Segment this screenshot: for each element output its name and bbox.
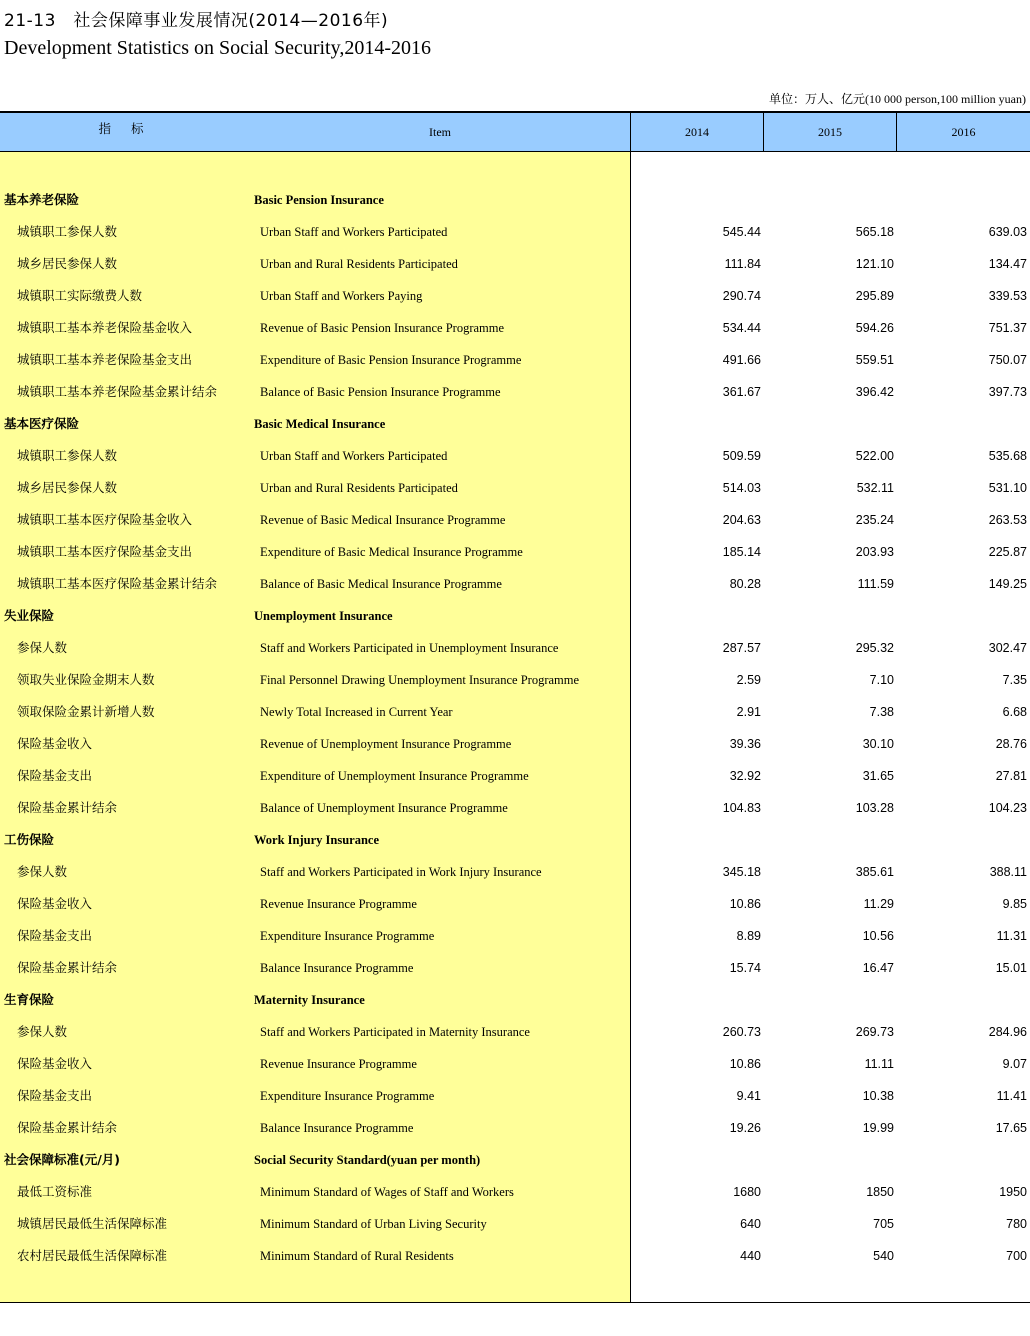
value-2015: 295.89 [855,289,894,303]
value-2015: 235.24 [855,513,894,527]
value-2014: 15.74 [729,961,761,975]
value-2016: 388.11 [989,865,1027,879]
row-label-en: Staff and Workers Participated in Unemployment Insurance [260,641,559,655]
section-row [0,984,1030,1016]
row-label-en: Expenditure of Unemployment Insurance Programme [260,769,529,783]
table-row [0,536,1030,568]
value-2016: 9.85 [1002,897,1027,911]
value-2015: 1850 [866,1185,894,1199]
value-2014: 104.83 [722,801,761,815]
value-2015: 30.10 [862,737,894,751]
row-label-cn: 参保人数 [17,1024,68,1039]
table-title-english: Development Statistics on Social Security,2014-2016 [4,37,431,59]
value-2016: 302.47 [988,641,1027,655]
value-2015: 10.56 [862,929,894,943]
table-row [0,1208,1030,1240]
value-2014: 185.14 [722,545,761,559]
row-label-cn: 保险基金收入 [17,736,93,751]
value-2015: 705 [873,1217,894,1231]
row-label-cn: 城乡居民参保人数 [17,256,118,271]
value-2014: 345.18 [722,865,761,879]
row-label-cn: 领取保险金累计新增人数 [17,704,155,719]
row-label-en: Balance of Basic Pension Insurance Programme [260,385,501,399]
value-2015: 540 [873,1249,894,1263]
table-row [0,344,1030,376]
table-row [0,696,1030,728]
value-2016: 531.10 [988,481,1027,495]
value-2015: 121.10 [855,257,894,271]
table-row [0,312,1030,344]
table-row [0,1016,1030,1048]
row-label-cn: 基本医疗保险 [4,416,80,431]
value-2016: 780 [1006,1217,1027,1231]
row-label-cn: 保险基金支出 [17,928,93,943]
value-2016: 225.87 [988,545,1027,559]
row-label-en: Revenue Insurance Programme [260,897,417,911]
row-label-en: Revenue of Unemployment Insurance Programme [260,737,512,751]
table-row [0,888,1030,920]
value-2015: 565.18 [855,225,894,239]
row-label-en: Balance of Unemployment Insurance Programme [260,801,508,815]
value-2015: 11.11 [864,1057,894,1071]
row-label-cn: 保险基金支出 [17,1088,93,1103]
row-label-en: Basic Pension Insurance [254,193,384,207]
row-label-cn: 保险基金累计结余 [17,800,118,815]
row-label-cn: 保险基金累计结余 [17,960,118,975]
row-label-cn: 农村居民最低生活保障标准 [17,1248,168,1263]
unit-note: 单位：万人、亿元(10 000 person,100 million yuan) [769,92,1026,106]
row-label-cn: 城乡居民参保人数 [17,480,118,495]
row-label-cn: 城镇职工参保人数 [17,224,118,239]
value-2015: 532.11 [856,481,894,495]
row-label-cn: 城镇职工基本养老保险基金支出 [17,352,193,367]
value-2015: 10.38 [862,1089,894,1103]
value-2015: 7.38 [869,705,894,719]
row-label-en: Maternity Insurance [254,993,365,1007]
value-2015: 203.93 [855,545,894,559]
table-row [0,1240,1030,1272]
row-label-cn: 城镇居民最低生活保障标准 [17,1216,168,1231]
value-2014: 8.89 [736,929,761,943]
value-2015: 16.47 [862,961,894,975]
value-2014: 545.44 [722,225,761,239]
table-row [0,216,1030,248]
value-2015: 11.29 [863,897,894,911]
value-2014: 1680 [733,1185,761,1199]
row-label-cn: 保险基金支出 [17,768,93,783]
row-label-en: Staff and Workers Participated in Maternity Insurance [260,1025,530,1039]
row-label-cn: 基本养老保险 [4,192,80,207]
value-2014: 534.44 [722,321,761,335]
value-2016: 639.03 [988,225,1027,239]
row-label-en: Expenditure of Basic Medical Insurance Programme [260,545,523,559]
value-2014: 10.86 [729,897,761,911]
row-label-en: Revenue of Basic Medical Insurance Programme [260,513,506,527]
value-2015: 559.51 [855,353,894,367]
row-label-cn: 城镇职工基本养老保险基金累计结余 [17,384,218,399]
value-2014: 2.59 [736,673,761,687]
table-row [0,632,1030,664]
value-2014: 111.84 [724,257,761,271]
value-2014: 19.26 [729,1121,761,1135]
section-row [0,1144,1030,1176]
row-label-en: Urban and Rural Residents Participated [260,257,458,271]
value-2015: 19.99 [862,1121,894,1135]
value-2015: 385.61 [855,865,894,879]
value-2016: 751.37 [988,321,1027,335]
row-label-en: Urban Staff and Workers Paying [260,289,423,303]
row-label-en: Expenditure Insurance Programme [260,929,435,943]
row-label-en: Minimum Standard of Urban Living Security [260,1217,487,1231]
row-label-cn: 城镇职工基本养老保险基金收入 [17,320,193,335]
value-2014: 80.28 [729,577,761,591]
value-2015: 103.28 [855,801,894,815]
row-label-en: Revenue Insurance Programme [260,1057,417,1071]
header-year-2015: 2015 [818,125,842,139]
value-2014: 361.67 [722,385,761,399]
table-row [0,728,1030,760]
value-2014: 2.91 [736,705,761,719]
table-header [0,113,1030,152]
table-row [0,1080,1030,1112]
bottom-rule [0,1302,1030,1303]
value-2014: 10.86 [729,1057,761,1071]
row-label-en: Final Personnel Drawing Unemployment Insurance Programme [260,673,580,687]
header-item-en: Item [429,125,451,139]
value-2016: 149.25 [988,577,1027,591]
value-2016: 7.35 [1002,673,1027,687]
table-title-chinese: 21-13 社会保障事业发展情况(2014—2016年) [4,11,389,31]
row-label-cn: 保险基金累计结余 [17,1120,118,1135]
table-row [0,472,1030,504]
row-label-cn: 城镇职工基本医疗保险基金支出 [17,544,193,559]
table-row [0,920,1030,952]
row-label-cn: 城镇职工实际缴费人数 [17,288,143,303]
row-label-en: Urban and Rural Residents Participated [260,481,458,495]
value-2014: 9.41 [736,1089,761,1103]
table-row [0,664,1030,696]
row-label-cn: 领取失业保险金期末人数 [17,672,155,687]
value-2014: 514.03 [722,481,761,495]
value-2016: 134.47 [988,257,1027,271]
value-2014: 260.73 [722,1025,761,1039]
row-label-cn: 失业保险 [4,608,55,623]
table-row [0,248,1030,280]
table-row [0,856,1030,888]
value-2014: 440 [740,1249,761,1263]
row-label-en: Work Injury Insurance [254,833,380,847]
row-label-cn: 社会保障标准(元/月) [4,1152,120,1167]
section-row [0,184,1030,216]
table-row [0,568,1030,600]
row-label-cn: 参保人数 [17,640,68,655]
table-row [0,1112,1030,1144]
row-label-cn: 最低工资标准 [17,1184,93,1199]
row-label-cn: 城镇职工基本医疗保险基金累计结余 [17,576,218,591]
row-label-en: Balance Insurance Programme [260,961,414,975]
table-row [0,504,1030,536]
row-label-cn: 工伤保险 [4,832,55,847]
table-row [0,1176,1030,1208]
value-2016: 263.53 [988,513,1027,527]
value-2016: 6.68 [1002,705,1027,719]
header-year-2014: 2014 [685,125,709,139]
table-row [0,1048,1030,1080]
value-2014: 509.59 [722,449,761,463]
row-label-en: Staff and Workers Participated in Work Injury Insurance [260,865,542,879]
value-2016: 397.73 [988,385,1027,399]
row-label-cn: 保险基金收入 [17,1056,93,1071]
row-label-en: Balance Insurance Programme [260,1121,414,1135]
table-row [0,792,1030,824]
table-row [0,440,1030,472]
value-2015: 295.32 [855,641,894,655]
section-row [0,824,1030,856]
value-2016: 284.96 [988,1025,1027,1039]
value-2014: 204.63 [722,513,761,527]
row-label-cn: 参保人数 [17,864,68,879]
value-2016: 11.31 [996,929,1027,943]
header-indicator-cn: 指 标 [98,121,152,136]
row-label-cn: 城镇职工基本医疗保险基金收入 [17,512,193,527]
value-2016: 1950 [999,1185,1027,1199]
value-2015: 522.00 [855,449,894,463]
value-2014: 32.92 [729,769,761,783]
table-row [0,376,1030,408]
value-2016: 15.01 [995,961,1027,975]
value-2014: 39.36 [729,737,761,751]
section-row [0,600,1030,632]
row-label-en: Revenue of Basic Pension Insurance Programme [260,321,505,335]
row-label-en: Balance of Basic Medical Insurance Programme [260,577,502,591]
value-2015: 7.10 [869,673,894,687]
value-2016: 11.41 [996,1089,1027,1103]
value-2015: 396.42 [855,385,894,399]
value-2014: 290.74 [722,289,761,303]
value-2014: 491.66 [722,353,761,367]
section-row [0,408,1030,440]
value-2016: 9.07 [1002,1057,1027,1071]
value-2016: 27.81 [995,769,1027,783]
value-2016: 750.07 [988,353,1027,367]
value-2015: 31.65 [862,769,894,783]
table-row [0,952,1030,984]
table-row [0,760,1030,792]
header-year-2016: 2016 [951,125,976,139]
row-label-cn: 生育保险 [4,992,55,1007]
value-2015: 594.26 [855,321,894,335]
value-2015: 111.59 [857,577,894,591]
row-label-en: Minimum Standard of Rural Residents [260,1249,454,1263]
row-label-en: Social Security Standard(yuan per month) [254,1153,481,1167]
row-label-cn: 城镇职工参保人数 [17,448,118,463]
value-2016: 339.53 [988,289,1027,303]
value-2016: 17.65 [995,1121,1027,1135]
value-2016: 535.68 [988,449,1027,463]
row-label-en: Urban Staff and Workers Participated [260,449,448,463]
row-label-en: Newly Total Increased in Current Year [260,705,453,719]
value-2014: 287.57 [722,641,761,655]
value-2016: 28.76 [995,737,1027,751]
value-2016: 104.23 [988,801,1027,815]
row-label-en: Minimum Standard of Wages of Staff and Workers [260,1185,514,1199]
row-label-en: Expenditure Insurance Programme [260,1089,435,1103]
row-label-en: Unemployment Insurance [254,609,393,623]
row-label-en: Expenditure of Basic Pension Insurance Programme [260,353,522,367]
value-2016: 700 [1006,1249,1027,1263]
row-label-en: Urban Staff and Workers Participated [260,225,448,239]
row-label-en: Basic Medical Insurance [254,417,386,431]
value-2014: 640 [740,1217,761,1231]
row-label-cn: 保险基金收入 [17,896,93,911]
value-2015: 269.73 [855,1025,894,1039]
table-row [0,280,1030,312]
